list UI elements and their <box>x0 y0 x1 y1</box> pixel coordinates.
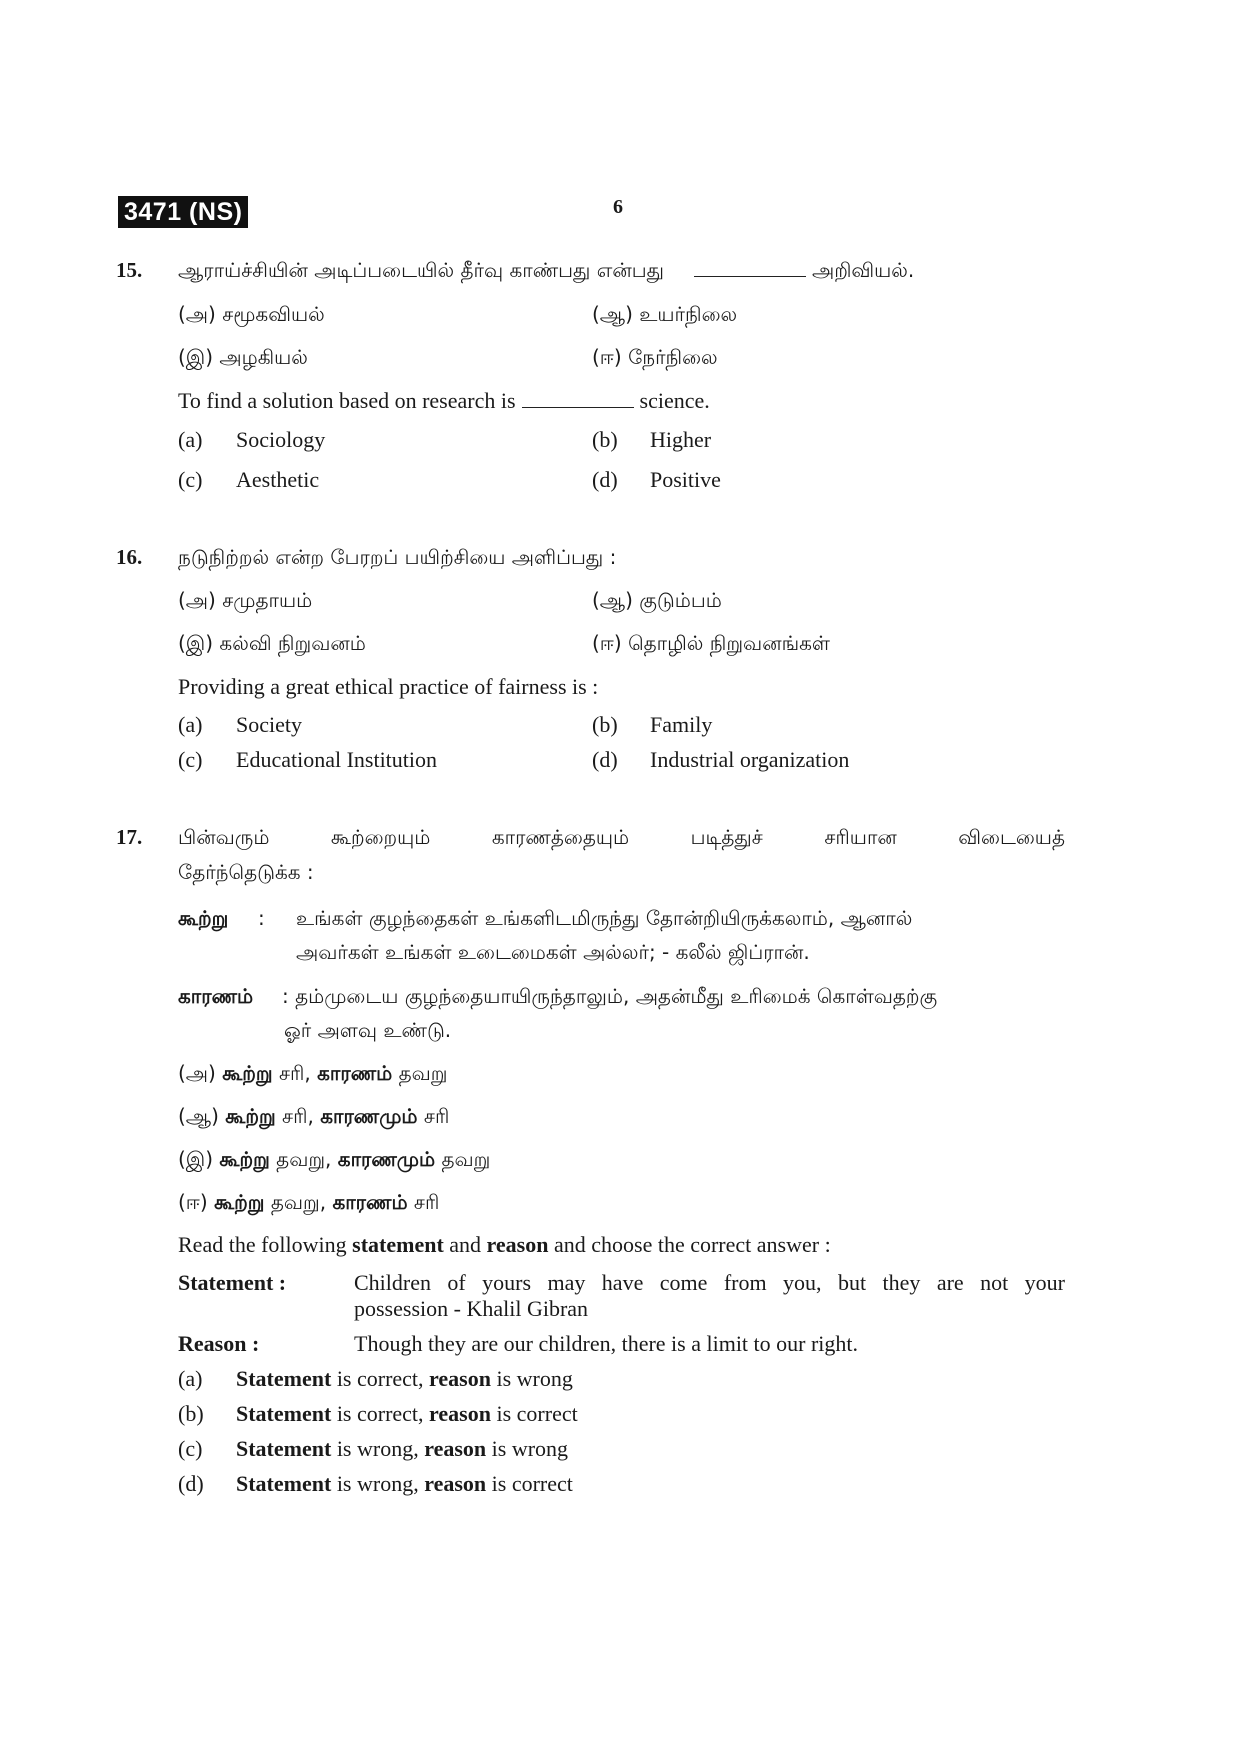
option-label: (c) <box>178 467 203 492</box>
stem-part: ஆராய்ச்சியின் அடிப்படையில் தீர்வு காண்பது என்பது <box>178 258 664 282</box>
keyword: reason <box>424 1471 487 1496</box>
option-label: (ஆ) <box>178 1104 219 1128</box>
option-label: (a) <box>178 1366 203 1391</box>
option-text: Family <box>650 712 713 737</box>
option-english <box>236 1436 568 1462</box>
page-number: 6 <box>613 196 623 218</box>
option-text: is correct, <box>336 1366 424 1391</box>
keyword: கூற்று <box>225 1104 276 1128</box>
option-label: (இ) <box>178 1147 214 1171</box>
keyword: காரணம் <box>317 1061 393 1085</box>
option-text: தவறு <box>398 1061 448 1085</box>
option-label: (ஈ) <box>592 345 622 369</box>
keyword: statement <box>352 1232 444 1257</box>
keyword: Statement <box>236 1436 332 1461</box>
option-label: (b) <box>592 712 618 737</box>
option-text: Society <box>236 712 302 737</box>
option-label: (b) <box>178 1401 204 1426</box>
option-label: (d) <box>178 1471 204 1496</box>
option-english <box>236 1366 573 1392</box>
reason-label-tamil: காரணம் <box>178 984 254 1008</box>
option-label: (c) <box>178 747 203 772</box>
option-tamil <box>178 1061 448 1088</box>
option-label: (ஈ) <box>592 631 622 655</box>
option-text: உயர்நிலை <box>639 302 738 326</box>
option-text: is wrong <box>491 1436 569 1461</box>
statement-label-english: Statement : <box>178 1270 287 1295</box>
statement-tamil: உங்கள் குழந்தைகள் உங்களிடமிருந்து தோன்றியிருக்கலாம், ஆனால் <box>296 906 913 930</box>
option-label: (ஈ) <box>178 1190 208 1214</box>
option-english <box>236 1471 573 1497</box>
stem-part: and <box>449 1232 482 1257</box>
option-text: Educational Institution <box>236 747 438 772</box>
option-text: is correct <box>491 1471 573 1496</box>
keyword: கூற்று <box>214 1190 265 1214</box>
option-english <box>236 1401 578 1427</box>
option-text: சமுதாயம் <box>222 588 313 612</box>
reason-label-english: Reason : <box>178 1331 260 1356</box>
option-text: is correct <box>496 1401 578 1426</box>
keyword: Statement <box>236 1401 332 1426</box>
paper-code-badge: 3471 (NS) <box>118 196 248 228</box>
keyword: காரணமும் <box>337 1147 436 1171</box>
option-text: சரி, <box>278 1061 311 1085</box>
option-text: is wrong, <box>336 1471 419 1496</box>
option-tamil <box>178 631 366 658</box>
stem-part: To find a solution based on research is <box>178 388 516 413</box>
option-label: (இ) <box>178 345 214 369</box>
reason-tamil: : தம்முடைய குழந்தையாயிருந்தாலும், அதன்மீது உரிமைக் கொள்வதற்கு <box>282 984 938 1008</box>
answer-blank <box>694 258 806 277</box>
option-text: நேர்நிலை <box>628 345 718 369</box>
keyword: காரணமும் <box>320 1104 418 1128</box>
option-label: (a) <box>178 712 203 737</box>
option-label: (d) <box>592 467 618 492</box>
option-label: (இ) <box>178 631 214 655</box>
option-label: (ஆ) <box>592 302 633 326</box>
answer-blank <box>522 389 634 408</box>
option-text: தொழில் நிறுவனங்கள் <box>628 631 830 655</box>
statement-english: possession - Khalil Gibran <box>354 1296 589 1321</box>
option-text: சரி, <box>282 1104 314 1128</box>
keyword: காரணம் <box>332 1190 408 1214</box>
option-english <box>178 427 202 453</box>
option-label: (a) <box>178 427 203 452</box>
option-tamil <box>592 302 737 329</box>
option-label: (d) <box>592 747 618 772</box>
stem-part: and choose the correct answer : <box>553 1232 831 1257</box>
option-tamil <box>178 1147 490 1174</box>
question-stem-tamil: தேர்ந்தெடுக்க : <box>178 860 314 884</box>
option-text: கல்வி நிறுவனம் <box>219 631 366 655</box>
option-text: சரி <box>413 1190 440 1214</box>
keyword: reason <box>486 1232 549 1257</box>
keyword: reason <box>424 1436 487 1461</box>
statement-english: Children of yours may have come from you, but they are not your <box>354 1270 1065 1295</box>
keyword: reason <box>429 1401 491 1426</box>
option-tamil <box>178 1190 439 1217</box>
option-tamil <box>178 588 312 615</box>
option-label: (அ) <box>178 588 216 612</box>
option-text: is correct, <box>336 1401 424 1426</box>
keyword: Statement <box>236 1366 332 1391</box>
option-tamil <box>592 588 722 615</box>
reason-tamil: ஓர் அளவு உண்டு. <box>284 1018 452 1042</box>
keyword: கூற்று <box>222 1061 273 1085</box>
statement-separator: : <box>258 906 265 930</box>
option-text: தவறு, <box>276 1147 332 1171</box>
question-number: 17. <box>116 825 143 849</box>
option-text: தவறு <box>441 1147 491 1171</box>
question-number: 16. <box>116 545 143 569</box>
option-label: (அ) <box>178 302 216 326</box>
question-number: 15. <box>116 258 143 282</box>
option-label: (அ) <box>178 1061 216 1085</box>
keyword: Statement <box>236 1471 332 1496</box>
option-text: is wrong <box>496 1366 573 1391</box>
option-text: Positive <box>650 467 721 492</box>
option-tamil <box>178 1104 449 1131</box>
stem-part: அறிவியல். <box>811 258 915 282</box>
question-stem-tamil: பின்வரும் கூற்றையும் காரணத்தையும் படித்துச் சரியான விடையைத் <box>178 825 1065 849</box>
option-text: Sociology <box>236 427 326 452</box>
option-label: (c) <box>178 1436 203 1461</box>
option-text: தவறு, <box>270 1190 327 1214</box>
question-stem-english <box>178 1232 831 1258</box>
statement-label-tamil: கூற்று <box>178 906 229 930</box>
option-text: Higher <box>650 427 712 452</box>
option-tamil <box>592 631 830 658</box>
stem-part: science. <box>639 388 710 413</box>
keyword: கூற்று <box>219 1147 270 1171</box>
option-tamil <box>178 302 325 329</box>
option-label: (ஆ) <box>592 588 633 612</box>
option-tamil <box>178 345 308 372</box>
option-text: is wrong, <box>336 1436 419 1461</box>
option-text: Industrial organization <box>650 747 850 772</box>
option-text: சரி <box>423 1104 450 1128</box>
reason-english: Though they are our children, there is a limit to our right. <box>354 1331 859 1356</box>
question-stem-tamil: நடுநிற்றல் என்ற பேரறப் பயிற்சியை அளிப்பது : <box>178 545 617 569</box>
option-text: அழகியல் <box>219 345 308 369</box>
question-stem-english <box>178 388 710 414</box>
option-text: Aesthetic <box>236 467 320 492</box>
question-stem-tamil <box>178 258 914 285</box>
stem-part: Read the following <box>178 1232 347 1257</box>
option-label: (b) <box>592 427 618 452</box>
option-text: சமூகவியல் <box>222 302 325 326</box>
keyword: reason <box>429 1366 491 1391</box>
option-tamil <box>592 345 718 372</box>
statement-tamil: அவர்கள் உங்கள் உடைமைகள் அல்லர்; - கலீல் ஜிப்ரான். <box>296 940 810 964</box>
question-stem-english: Providing a great ethical practice of fairness is : <box>178 674 599 699</box>
option-text: குடும்பம் <box>639 588 722 612</box>
